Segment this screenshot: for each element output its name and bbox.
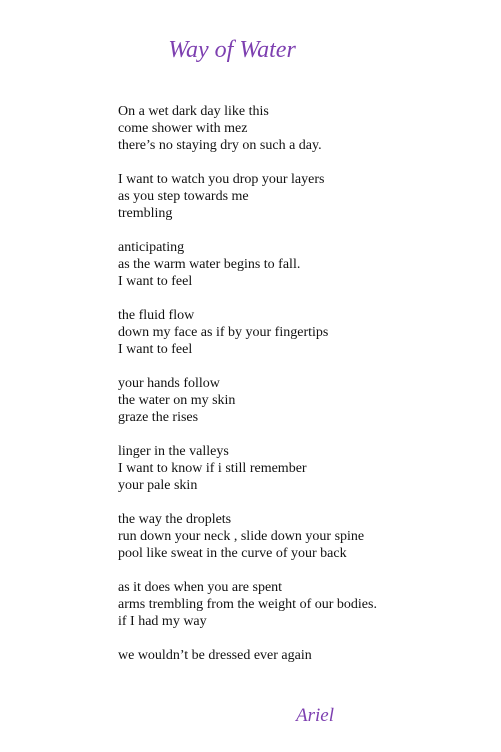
poem-line: as the warm water begins to fall.: [118, 257, 301, 272]
poem-line: trembling: [118, 206, 173, 221]
poem-line: down my face as if by your fingertips: [118, 325, 329, 340]
stanza: [118, 647, 377, 664]
poem-line: we wouldn’t be dressed ever again: [118, 648, 312, 663]
poem-line: if I had my way: [118, 614, 207, 629]
poem-title: Way of Water: [168, 37, 296, 63]
poem-line: arms trembling from the weight of our bodies.: [118, 597, 377, 612]
poem-line: come shower with mez: [118, 121, 248, 136]
author-signature: Ariel: [296, 705, 334, 726]
poem-line: I want to feel: [118, 342, 193, 357]
stanza: [118, 239, 377, 290]
poem-line: the way the droplets: [118, 512, 232, 527]
poem-line: graze the rises: [118, 410, 199, 425]
poem-line: as you step towards me: [118, 189, 249, 204]
poem-line: pool like sweat in the curve of your back: [118, 546, 347, 561]
stanza: [118, 307, 377, 358]
poem-line: On a wet dark day like this: [118, 104, 269, 119]
poem-line: I want to feel: [118, 274, 193, 289]
stanza: [118, 103, 377, 154]
poem-line: the water on my skin: [118, 393, 236, 408]
stanza: [118, 375, 377, 426]
poem-body: [118, 103, 377, 681]
poem-line: your pale skin: [118, 478, 198, 493]
poem-line: I want to watch you drop your layers: [118, 172, 325, 187]
stanza: [118, 171, 377, 222]
poem-line: as it does when you are spent: [118, 580, 283, 595]
poem-line: linger in the valleys: [118, 444, 229, 459]
stanza: [118, 579, 377, 630]
poem-line: run down your neck , slide down your spine: [118, 529, 365, 544]
poem-line: the fluid flow: [118, 308, 195, 323]
poem-line: there’s no staying dry on such a day.: [118, 138, 322, 153]
stanza: [118, 511, 377, 562]
poem-line: your hands follow: [118, 376, 220, 391]
stanza: [118, 443, 377, 494]
poem-line: anticipating: [118, 240, 185, 255]
poem-line: I want to know if i still remember: [118, 461, 307, 476]
